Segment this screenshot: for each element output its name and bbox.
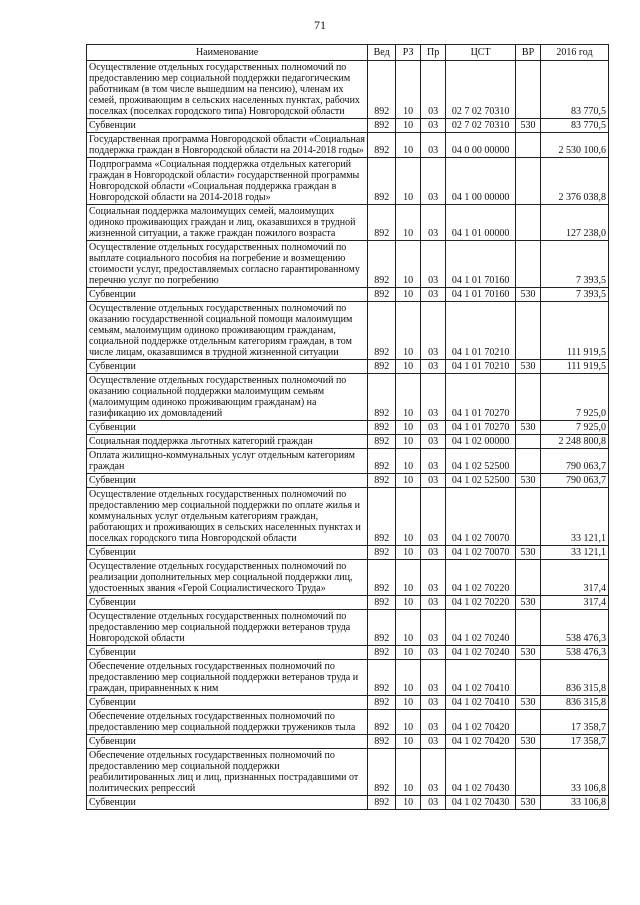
table-cell-cst: 04 1 02 00000 xyxy=(446,435,516,449)
table-cell-vr: 530 xyxy=(516,546,541,560)
table-cell-rz: 10 xyxy=(396,646,421,660)
table-cell-ved: 892 xyxy=(368,241,396,288)
table-cell-vr xyxy=(516,61,541,119)
header-cst: ЦСТ xyxy=(446,45,516,61)
table-cell-ved: 892 xyxy=(368,205,396,241)
header-name: Наименование xyxy=(87,45,368,61)
table-cell-pr: 03 xyxy=(421,560,446,596)
table-cell-vr xyxy=(516,560,541,596)
table-cell-name: Субвенции xyxy=(87,646,368,660)
table-cell-pr: 03 xyxy=(421,546,446,560)
table-cell-vr xyxy=(516,488,541,546)
table-cell-ved: 892 xyxy=(368,133,396,158)
table-cell-name: Оплата жилищно-коммунальных услуг отдельным категориям граждан xyxy=(87,449,368,474)
table-cell-ved: 892 xyxy=(368,61,396,119)
table-row xyxy=(87,119,609,133)
table-cell-name: Осуществление отдельных государственных полномочий по оказанию социальной поддержки малоимущим семьям (малоимущим одиноко проживающим гражданам) на газификацию их домовладений xyxy=(87,374,368,421)
table-row xyxy=(87,596,609,610)
table-cell-cst: 04 1 02 52500 xyxy=(446,449,516,474)
table-cell-ved: 892 xyxy=(368,474,396,488)
table-cell-name: Социальная поддержка малоимущих семей, малоимущих одиноко проживающих граждан и лиц, оказавшихся в трудной жизненной ситуации, а также граждан пожилого возраста xyxy=(87,205,368,241)
table-cell-pr: 03 xyxy=(421,696,446,710)
table-cell-pr: 03 xyxy=(421,488,446,546)
table-cell-ved: 892 xyxy=(368,119,396,133)
table-cell-name: Осуществление отдельных государственных полномочий по оказанию государственной социальной помощи малоимущим семьям, малоимущим одиноко проживающим гражданам, социальной поддержке отдельным категориям граждан, в том числе лицам, оказавшимся в трудной жизненной ситуации xyxy=(87,302,368,360)
table-cell-rz: 10 xyxy=(396,610,421,646)
table-cell-sum: 790 063,7 xyxy=(541,449,609,474)
table-cell-rz: 10 xyxy=(396,374,421,421)
table-row xyxy=(87,749,609,796)
table-cell-vr: 530 xyxy=(516,735,541,749)
table-cell-name: Осуществление отдельных государственных полномочий по выплате социального пособия на погребение и возмещению стоимости услуг, предоставляемых согласно гарантированному перечню услуг по погребению xyxy=(87,241,368,288)
table-cell-vr xyxy=(516,435,541,449)
table-cell-pr: 03 xyxy=(421,374,446,421)
table-cell-name: Субвенции xyxy=(87,735,368,749)
table-cell-ved: 892 xyxy=(368,735,396,749)
table-row xyxy=(87,158,609,205)
table-cell-name: Субвенции xyxy=(87,119,368,133)
table-cell-rz: 10 xyxy=(396,435,421,449)
table-row xyxy=(87,646,609,660)
table-cell-vr: 530 xyxy=(516,360,541,374)
table-cell-vr xyxy=(516,205,541,241)
table-cell-sum: 2 248 800,8 xyxy=(541,435,609,449)
table-cell-rz: 10 xyxy=(396,488,421,546)
table-cell-sum: 83 770,5 xyxy=(541,119,609,133)
table-cell-ved: 892 xyxy=(368,488,396,546)
table-row xyxy=(87,61,609,119)
table-cell-ved: 892 xyxy=(368,288,396,302)
table-row xyxy=(87,710,609,735)
table-cell-ved: 892 xyxy=(368,596,396,610)
table-cell-cst: 04 1 02 70410 xyxy=(446,660,516,696)
table-cell-rz: 10 xyxy=(396,474,421,488)
table-cell-rz: 10 xyxy=(396,796,421,810)
table-cell-name: Субвенции xyxy=(87,696,368,710)
table-cell-vr: 530 xyxy=(516,421,541,435)
table-cell-ved: 892 xyxy=(368,546,396,560)
table-header-row xyxy=(87,45,609,61)
table-cell-pr: 03 xyxy=(421,474,446,488)
table-cell-cst: 04 1 02 70070 xyxy=(446,546,516,560)
table-cell-ved: 892 xyxy=(368,710,396,735)
table-cell-ved: 892 xyxy=(368,421,396,435)
table-cell-pr: 03 xyxy=(421,610,446,646)
table-cell-sum: 317,4 xyxy=(541,560,609,596)
table-cell-name: Субвенции xyxy=(87,596,368,610)
table-cell-pr: 03 xyxy=(421,205,446,241)
table-cell-rz: 10 xyxy=(396,710,421,735)
table-cell-name: Субвенции xyxy=(87,546,368,560)
table-row xyxy=(87,546,609,560)
table-cell-ved: 892 xyxy=(368,435,396,449)
table-cell-pr: 03 xyxy=(421,421,446,435)
table-cell-pr: 03 xyxy=(421,288,446,302)
table-cell-name: Обеспечение отдельных государственных полномочий по предоставлению мер социальной поддержки реабилитированных лиц и лиц, признанных пострадавшими от политических репрессий xyxy=(87,749,368,796)
table-row xyxy=(87,610,609,646)
table-row xyxy=(87,660,609,696)
table-cell-sum: 538 476,3 xyxy=(541,610,609,646)
table-cell-cst: 04 1 02 70430 xyxy=(446,749,516,796)
table-cell-sum: 17 358,7 xyxy=(541,735,609,749)
table-cell-cst: 04 1 01 70160 xyxy=(446,288,516,302)
table-cell-sum: 83 770,5 xyxy=(541,61,609,119)
table-cell-rz: 10 xyxy=(396,288,421,302)
table-row xyxy=(87,205,609,241)
table-cell-name: Подпрограмма «Социальная поддержка отдельных категорий граждан в Новгородской области» государственной программы Новгородской области «Социальная поддержка граждан в Новгородской области на 2014-2018 годы» xyxy=(87,158,368,205)
table-cell-pr: 03 xyxy=(421,302,446,360)
table-cell-rz: 10 xyxy=(396,61,421,119)
table-cell-cst: 04 1 01 70160 xyxy=(446,241,516,288)
table-cell-sum: 836 315,8 xyxy=(541,696,609,710)
table-cell-rz: 10 xyxy=(396,660,421,696)
table-cell-ved: 892 xyxy=(368,302,396,360)
table-cell-cst: 04 1 00 00000 xyxy=(446,158,516,205)
table-cell-vr: 530 xyxy=(516,119,541,133)
budget-table xyxy=(86,44,609,810)
table-cell-name: Субвенции xyxy=(87,474,368,488)
table-cell-rz: 10 xyxy=(396,696,421,710)
table-cell-cst: 02 7 02 70310 xyxy=(446,61,516,119)
table-cell-ved: 892 xyxy=(368,660,396,696)
table-cell-vr xyxy=(516,133,541,158)
table-cell-sum: 127 238,0 xyxy=(541,205,609,241)
table-cell-rz: 10 xyxy=(396,560,421,596)
table-cell-sum: 317,4 xyxy=(541,596,609,610)
table-cell-vr xyxy=(516,449,541,474)
table-cell-vr: 530 xyxy=(516,646,541,660)
table-cell-vr xyxy=(516,302,541,360)
table-cell-rz: 10 xyxy=(396,449,421,474)
table-cell-pr: 03 xyxy=(421,435,446,449)
table-cell-pr: 03 xyxy=(421,796,446,810)
table-cell-pr: 03 xyxy=(421,61,446,119)
table-cell-vr: 530 xyxy=(516,474,541,488)
header-rz: РЗ xyxy=(396,45,421,61)
table-cell-vr: 530 xyxy=(516,288,541,302)
table-cell-rz: 10 xyxy=(396,302,421,360)
table-cell-pr: 03 xyxy=(421,660,446,696)
table-row xyxy=(87,435,609,449)
table-cell-cst: 04 1 01 70270 xyxy=(446,374,516,421)
table-cell-pr: 03 xyxy=(421,449,446,474)
table-cell-vr xyxy=(516,660,541,696)
table-cell-vr xyxy=(516,241,541,288)
table-cell-rz: 10 xyxy=(396,596,421,610)
table-cell-cst: 04 1 01 00000 xyxy=(446,205,516,241)
table-cell-pr: 03 xyxy=(421,158,446,205)
table-cell-rz: 10 xyxy=(396,360,421,374)
table-cell-pr: 03 xyxy=(421,119,446,133)
table-cell-name: Осуществление отдельных государственных полномочий по реализации дополнительных мер социальной поддержки лиц, удостоенных звания «Герой Социалистического Труда» xyxy=(87,560,368,596)
table-row xyxy=(87,474,609,488)
table-row xyxy=(87,560,609,596)
table-cell-rz: 10 xyxy=(396,735,421,749)
table-row xyxy=(87,488,609,546)
table-cell-rz: 10 xyxy=(396,205,421,241)
table-cell-cst: 04 1 01 70210 xyxy=(446,360,516,374)
table-cell-ved: 892 xyxy=(368,360,396,374)
table-cell-ved: 892 xyxy=(368,158,396,205)
table-cell-cst: 04 1 02 70410 xyxy=(446,696,516,710)
table-row xyxy=(87,421,609,435)
table-cell-ved: 892 xyxy=(368,449,396,474)
table-row xyxy=(87,796,609,810)
table-cell-sum: 7 925,0 xyxy=(541,374,609,421)
table-cell-vr xyxy=(516,710,541,735)
table-cell-cst: 04 1 02 70420 xyxy=(446,735,516,749)
table-cell-rz: 10 xyxy=(396,546,421,560)
table-cell-name: Социальная поддержка льготных категорий граждан xyxy=(87,435,368,449)
table-cell-name: Государственная программа Новгородской области «Социальная поддержка граждан в Новгородской области на 2014-2018 годы» xyxy=(87,133,368,158)
table-cell-ved: 892 xyxy=(368,796,396,810)
table-row xyxy=(87,241,609,288)
table-cell-ved: 892 xyxy=(368,610,396,646)
table-cell-name: Осуществление отдельных государственных полномочий по предоставлению мер социальной поддержки по оплате жилья и коммунальных услуг отдельным категориям граждан, работающих и проживающих в сельских населенных пунктах и поселках городского типа Новгородской области xyxy=(87,488,368,546)
table-cell-cst: 04 1 02 70420 xyxy=(446,710,516,735)
table-cell-sum: 17 358,7 xyxy=(541,710,609,735)
table-cell-sum: 2 376 038,8 xyxy=(541,158,609,205)
header-vr: ВР xyxy=(516,45,541,61)
table-cell-rz: 10 xyxy=(396,749,421,796)
table-cell-sum: 33 106,8 xyxy=(541,749,609,796)
table-cell-cst: 04 1 01 70270 xyxy=(446,421,516,435)
table-cell-cst: 04 1 02 70240 xyxy=(446,646,516,660)
table-cell-vr xyxy=(516,749,541,796)
table-cell-ved: 892 xyxy=(368,749,396,796)
table-row xyxy=(87,735,609,749)
table-cell-name: Обеспечение отдельных государственных полномочий по предоставлению мер социальной поддержки тружеников тыла xyxy=(87,710,368,735)
table-cell-pr: 03 xyxy=(421,360,446,374)
table-cell-pr: 03 xyxy=(421,749,446,796)
header-pr: Пр xyxy=(421,45,446,61)
table-row xyxy=(87,133,609,158)
table-cell-cst: 04 0 00 00000 xyxy=(446,133,516,158)
table-cell-ved: 892 xyxy=(368,374,396,421)
table-row xyxy=(87,374,609,421)
table-cell-sum: 836 315,8 xyxy=(541,660,609,696)
table-cell-ved: 892 xyxy=(368,646,396,660)
table-cell-sum: 2 530 100,6 xyxy=(541,133,609,158)
table-cell-sum: 7 393,5 xyxy=(541,241,609,288)
table-cell-sum: 33 121,1 xyxy=(541,546,609,560)
table-row xyxy=(87,449,609,474)
table-cell-sum: 111 919,5 xyxy=(541,302,609,360)
table-cell-vr: 530 xyxy=(516,596,541,610)
page-number: 71 xyxy=(314,18,326,32)
table-cell-vr xyxy=(516,158,541,205)
table-cell-pr: 03 xyxy=(421,241,446,288)
table-cell-pr: 03 xyxy=(421,735,446,749)
table-cell-sum: 538 476,3 xyxy=(541,646,609,660)
table-cell-sum: 111 919,5 xyxy=(541,360,609,374)
table-cell-sum: 7 925,0 xyxy=(541,421,609,435)
table-cell-cst: 04 1 01 70210 xyxy=(446,302,516,360)
table-cell-rz: 10 xyxy=(396,133,421,158)
table-cell-vr: 530 xyxy=(516,696,541,710)
table-cell-name: Субвенции xyxy=(87,360,368,374)
table-cell-pr: 03 xyxy=(421,133,446,158)
table-cell-rz: 10 xyxy=(396,241,421,288)
table-row xyxy=(87,302,609,360)
table-cell-cst: 04 1 02 52500 xyxy=(446,474,516,488)
table-cell-cst: 04 1 02 70220 xyxy=(446,596,516,610)
table-row xyxy=(87,360,609,374)
table-cell-pr: 03 xyxy=(421,646,446,660)
table-cell-rz: 10 xyxy=(396,158,421,205)
table-cell-name: Субвенции xyxy=(87,796,368,810)
table-cell-sum: 33 121,1 xyxy=(541,488,609,546)
table-cell-cst: 04 1 02 70070 xyxy=(446,488,516,546)
table-row xyxy=(87,288,609,302)
table-cell-pr: 03 xyxy=(421,596,446,610)
table-cell-rz: 10 xyxy=(396,421,421,435)
table-cell-ved: 892 xyxy=(368,560,396,596)
table-cell-pr: 03 xyxy=(421,710,446,735)
table-cell-name: Осуществление отдельных государственных полномочий по предоставлению мер социальной поддержки педагогическим работникам (в том числе вышедшим на пенсию), членам их семей, проживающим в сельских населенных пунктах, рабочих поселках (поселках городского типа) Новгородской области xyxy=(87,61,368,119)
header-sum: 2016 год xyxy=(541,45,609,61)
header-ved: Вед xyxy=(368,45,396,61)
table-cell-sum: 790 063,7 xyxy=(541,474,609,488)
table-cell-ved: 892 xyxy=(368,696,396,710)
table-cell-name: Обеспечение отдельных государственных полномочий по предоставлению мер социальной поддержки ветеранов труда и граждан, приравненных к ним xyxy=(87,660,368,696)
table-row xyxy=(87,696,609,710)
table-cell-rz: 10 xyxy=(396,119,421,133)
table-cell-sum: 33 106,8 xyxy=(541,796,609,810)
table-cell-vr xyxy=(516,610,541,646)
table-cell-vr xyxy=(516,374,541,421)
table-cell-sum: 7 393,5 xyxy=(541,288,609,302)
table-cell-vr: 530 xyxy=(516,796,541,810)
table-cell-cst: 04 1 02 70220 xyxy=(446,560,516,596)
table-cell-name: Субвенции xyxy=(87,288,368,302)
table-cell-cst: 04 1 02 70430 xyxy=(446,796,516,810)
table-cell-cst: 02 7 02 70310 xyxy=(446,119,516,133)
table-cell-cst: 04 1 02 70240 xyxy=(446,610,516,646)
table-cell-name: Субвенции xyxy=(87,421,368,435)
table-cell-name: Осуществление отдельных государственных полномочий по предоставлению мер социальной поддержки ветеранов труда Новгородской области xyxy=(87,610,368,646)
